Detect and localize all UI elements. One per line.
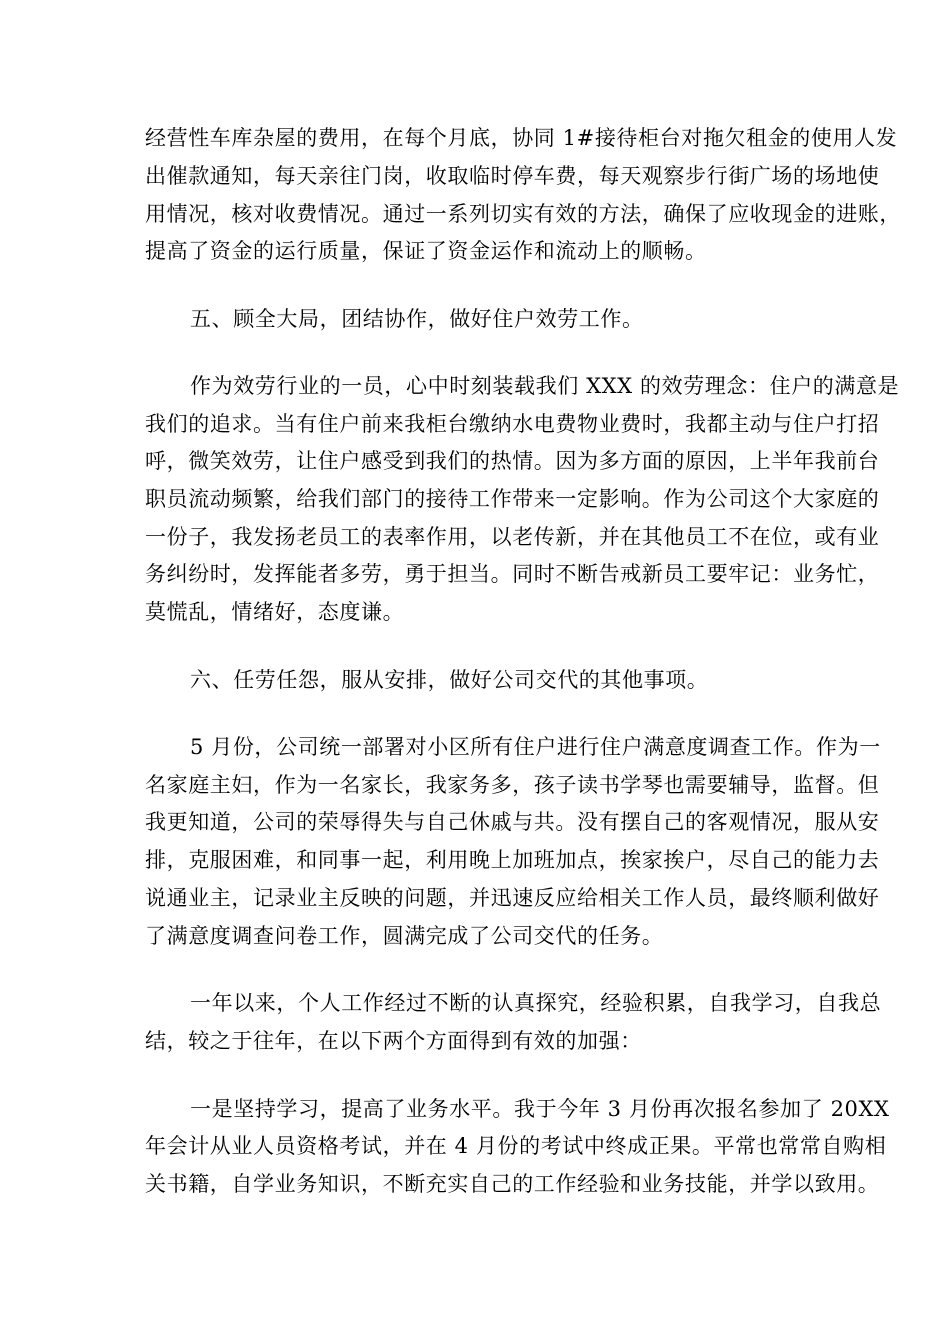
paragraph-1-line-4: 提高了资金的运行质量，保证了资金运作和流动上的顺畅。: [145, 239, 707, 263]
paragraph-3-line-5: 一份子，我发扬老员工的表率作用，以老传新，并在其他员工不在位，或有业: [145, 525, 880, 549]
paragraph-7-line-1: 一是坚持学习，提高了业务水平。我于今年 3 月份再次报名参加了 20XX: [190, 1097, 890, 1121]
paragraph-3-line-2: 我们的追求。当有住户前来我柜台缴纳水电费物业费时，我都主动与住户打招: [145, 412, 880, 436]
paragraph-3-line-6: 务纠纷时，发挥能者多劳，勇于担当。同时不断告戒新员工要牢记：业务忙，: [145, 562, 880, 586]
paragraph-1-line-2: 出催款通知，每天亲往门岗，收取临时停车费，每天观察步行街广场的场地使: [145, 164, 880, 188]
section-heading-6: 六、任劳任怨，服从安排，做好公司交代的其他事项。: [190, 668, 709, 692]
paragraph-3-line-1: 作为效劳行业的一员，心中时刻装载我们 XXX 的效劳理念：住户的满意是: [190, 374, 900, 398]
paragraph-5-line-1: 5 月份，公司统一部署对小区所有住户进行住户满意度调查工作。作为一: [190, 735, 881, 759]
paragraph-3-line-3: 呼，微笑效劳，让住户感受到我们的热情。因为多方面的原因，上半年我前台: [145, 449, 880, 473]
paragraph-1-line-3: 用情况，核对收费情况。通过一系列切实有效的方法，确保了应收现金的进账，: [145, 202, 901, 226]
paragraph-6-line-1: 一年以来，个人工作经过不断的认真探究，经验积累，自我学习，自我总: [190, 991, 882, 1015]
paragraph-5-line-6: 了满意度调查问卷工作，圆满完成了公司交代的任务。: [145, 924, 664, 948]
paragraph-5-line-2: 名家庭主妇，作为一名家长，我家务多，孩子读书学琴也需要辅导，监督。但: [145, 773, 880, 797]
paragraph-7-line-3: 关书籍，自学业务知识，不断充实自己的工作经验和业务技能，并学以致用。: [145, 1172, 880, 1196]
paragraph-6-line-2: 结，较之于往年，在以下两个方面得到有效的加强：: [145, 1029, 642, 1053]
paragraph-3-line-7: 莫慌乱，情绪好，态度谦。: [145, 600, 405, 624]
paragraph-3-line-4: 职员流动频繁，给我们部门的接待工作带来一定影响。作为公司这个大家庭的: [145, 487, 880, 511]
paragraph-5-line-4: 排，克服困难，和同事一起，利用晚上加班加点，挨家挨户，尽自己的能力去: [145, 848, 880, 872]
paragraph-7-line-2: 年会计从业人员资格考试，并在 4 月份的考试中终成正果。平常也常常自购相: [145, 1134, 887, 1158]
section-heading-5: 五、顾全大局，团结协作，做好住户效劳工作。: [190, 307, 644, 331]
paragraph-5-line-5: 说通业主，记录业主反映的问题，并迅速反应给相关工作人员，最终顺利做好: [145, 886, 880, 910]
paragraph-5-line-3: 我更知道，公司的荣辱得失与自己休戚与共。没有摆自己的客观情况，服从安: [145, 810, 880, 834]
paragraph-1-line-1: 经营性车库杂屋的费用，在每个月底，协同 1#接待柜台对拖欠租金的使用人发: [145, 126, 898, 150]
